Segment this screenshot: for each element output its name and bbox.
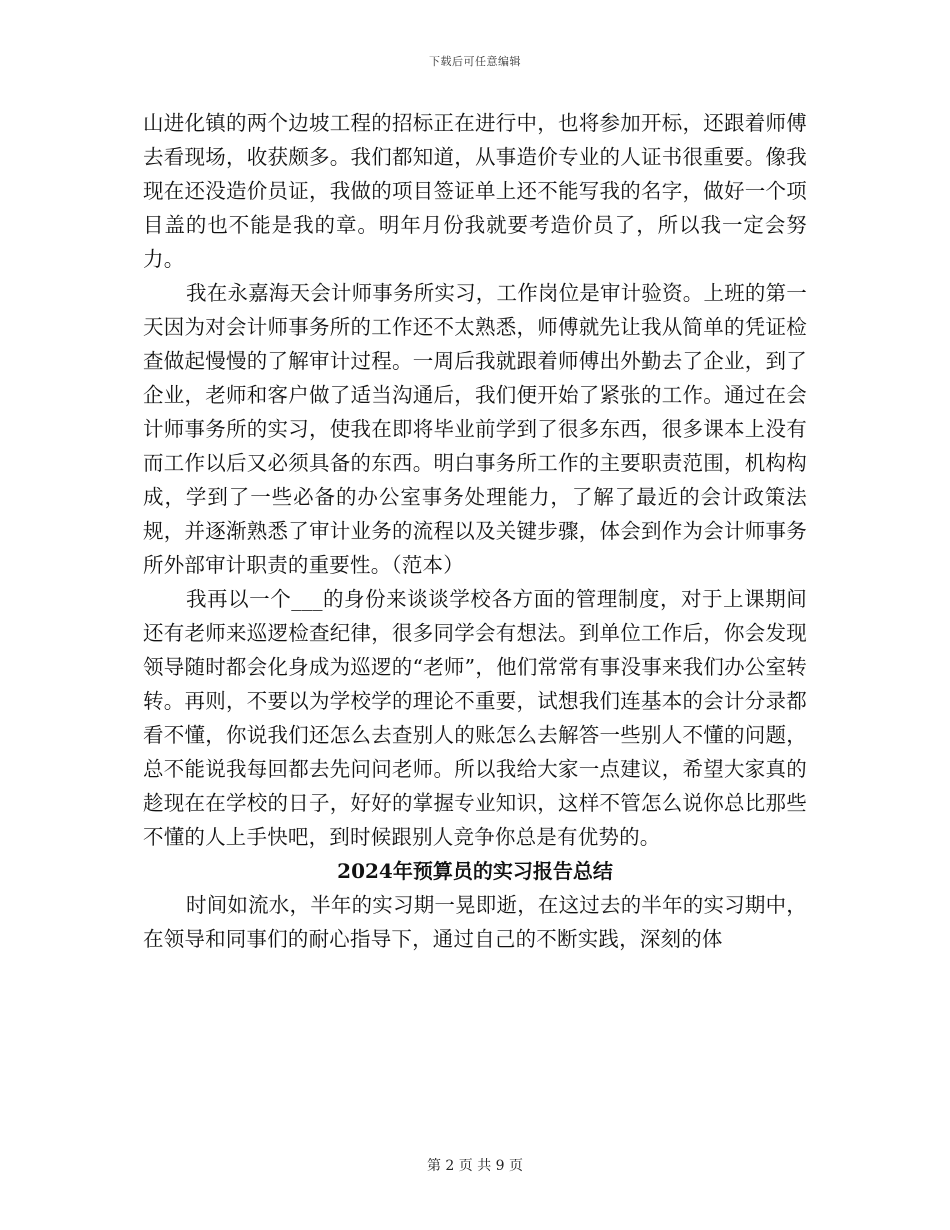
document-body (143, 106, 807, 956)
page-footer: 第 2 页 共 9 页 (426, 1158, 524, 1174)
paragraph-internship-audit: 我在永嘉海天会计师事务所实习，工作岗位是审计验资。上班的第一天因为对会计师事务所的工作还不太熟悉，师傅就先让我从简单的凭证检查做起慢慢的了解审计过程。一周后我就跟着师傅出外勤去了企业，到了企业，老师和客户做了适当沟通后，我们便开始了紧张的工作。通过在会计师事务所的实习，使我在即将毕业前学到了很多东西，很多课本上没有而工作以后又必须具备的东西。明白事务所工作的主要职责范围，机构构成，学到了一些必备的办公室事务处理能力，了解了最近的会计政策法规，并逐渐熟悉了审计业务的流程以及关键步骤，体会到作为会计师事务所外部审计职责的重要性。（范本） (143, 281, 807, 577)
paragraph-school-management: 我再以一个___的身份来谈谈学校各方面的管理制度，对于上课期间还有老师来巡逻检查纪律，很多同学会有想法。到单位工作后，你会发现领导随时都会化身成为巡逻的“老师”，他们常常有事没事来我们办公室转转。再则，不要以为学校学的理论不重要，试想我们连基本的会计分录都看不懂，你说我们还怎么去查别人的账怎么去解答一些别人不懂的问题，总不能说我每回都去先问问老师。所以我给大家一点建议，希望大家真的趁现在在学校的日子，好好的掌握专业知识，这样不管怎么说你总比那些不懂的人上手快吧，到时候跟别人竞争你总是有优势的。 (143, 587, 807, 849)
page-header: 下载后可任意编辑 (429, 55, 521, 68)
section-title: 2024年预算员的实习报告总结 (337, 859, 613, 883)
paragraph-continuation: 山进化镇的两个边坡工程的招标正在进行中，也将参加开标，还跟着师傅去看现场，收获颇多。我们都知道，从事造价专业的人证书很重要。像我现在还没造价员证，我做的项目签证单上还不能写我的名字，做好一个项目盖的也不能是我的章。明年月份我就要考造价员了，所以我一定会努力。 (143, 111, 807, 271)
paragraph-section-intro: 时间如流水，半年的实习期一晃即逝，在这过去的半年的实习期中，在领导和同事们的耐心指导下，通过自己的不断实践，深刻的体 (143, 893, 807, 951)
